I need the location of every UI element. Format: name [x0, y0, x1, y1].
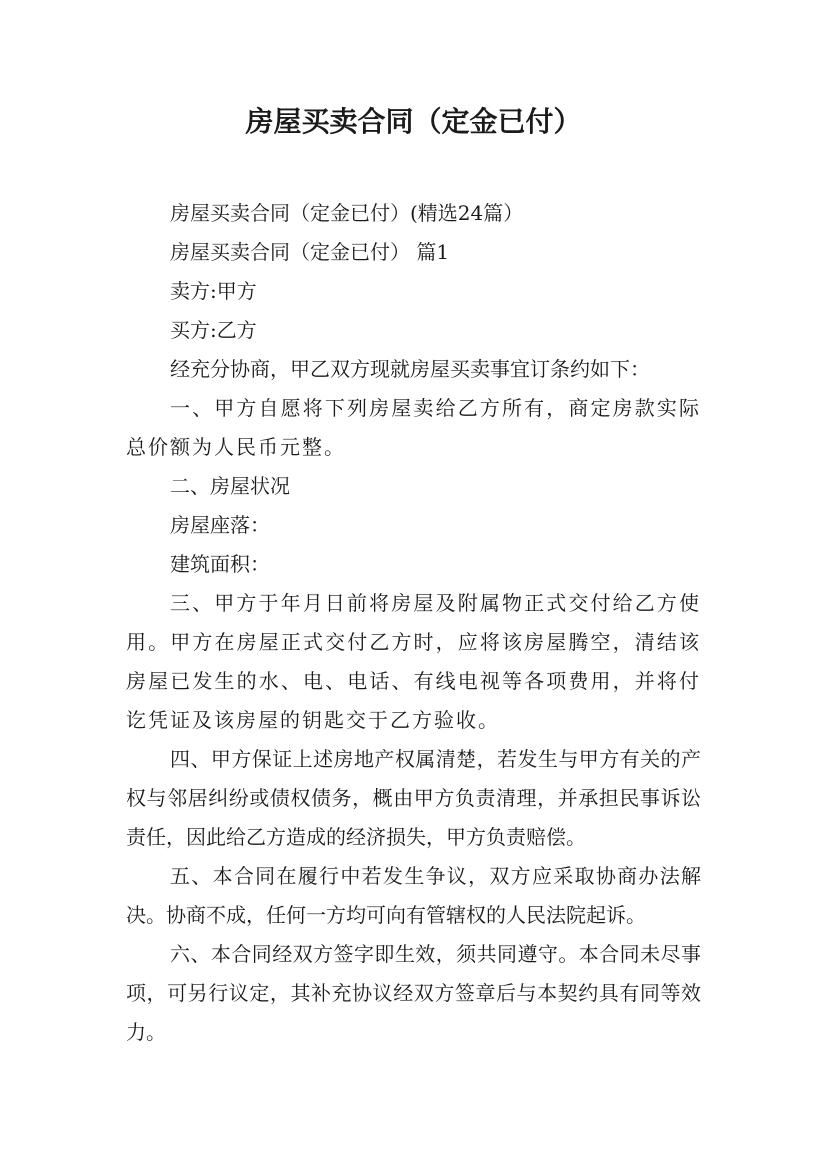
paragraph-clause-2-heading: 二、房屋状况: [170, 474, 290, 498]
paragraph-location: 房屋座落：: [170, 513, 270, 537]
document-title: 房屋买卖合同（定金已付）: [245, 105, 582, 138]
paragraph-subtitle: 房屋买卖合同（定金已付）(精选24篇）: [170, 201, 524, 225]
paragraph-clause-4: 四、甲方保证上述房地产权属清楚，若发生与甲方有关的产权与邻居纠纷或债权债务，概由甲方负责清理，并承担民事诉讼责任，因此给乙方造成的经济损失，甲方负责赔偿。: [126, 747, 701, 849]
paragraph-preamble: 经充分协商，甲乙双方现就房屋买卖事宜订条约如下：: [170, 357, 650, 381]
paragraph-clause-5: 五、本合同在履行中若发生争议，双方应采取协商办法解决。协商不成，任何一方均可向有管辖权的人民法院起诉。: [126, 864, 701, 927]
paragraph-clause-1: 一、甲方自愿将下列房屋卖给乙方所有，商定房款实际总价额为人民币元整。: [126, 396, 701, 459]
document-body: [126, 194, 701, 1052]
paragraph-seller: 卖方:甲方: [170, 279, 257, 303]
paragraph-clause-3: 三、甲方于年月日前将房屋及附属物正式交付给乙方使用。甲方在房屋正式交付乙方时，应将该房屋腾空，清结该房屋已发生的水、电、电话、有线电视等各项费用，并将付讫凭证及该房屋的钥匙交于乙方验收。: [126, 591, 701, 732]
paragraph-clause-6: 六、本合同经双方签字即生效，须共同遵守。本合同未尽事项，可另行议定，其补充协议经双方签章后与本契约具有同等效力。: [126, 942, 701, 1044]
paragraph-buyer: 买方:乙方: [170, 318, 257, 342]
paragraph-floor-area: 建筑面积：: [170, 552, 270, 576]
paragraph-section-heading: 房屋买卖合同（定金已付） 篇1: [170, 240, 450, 264]
